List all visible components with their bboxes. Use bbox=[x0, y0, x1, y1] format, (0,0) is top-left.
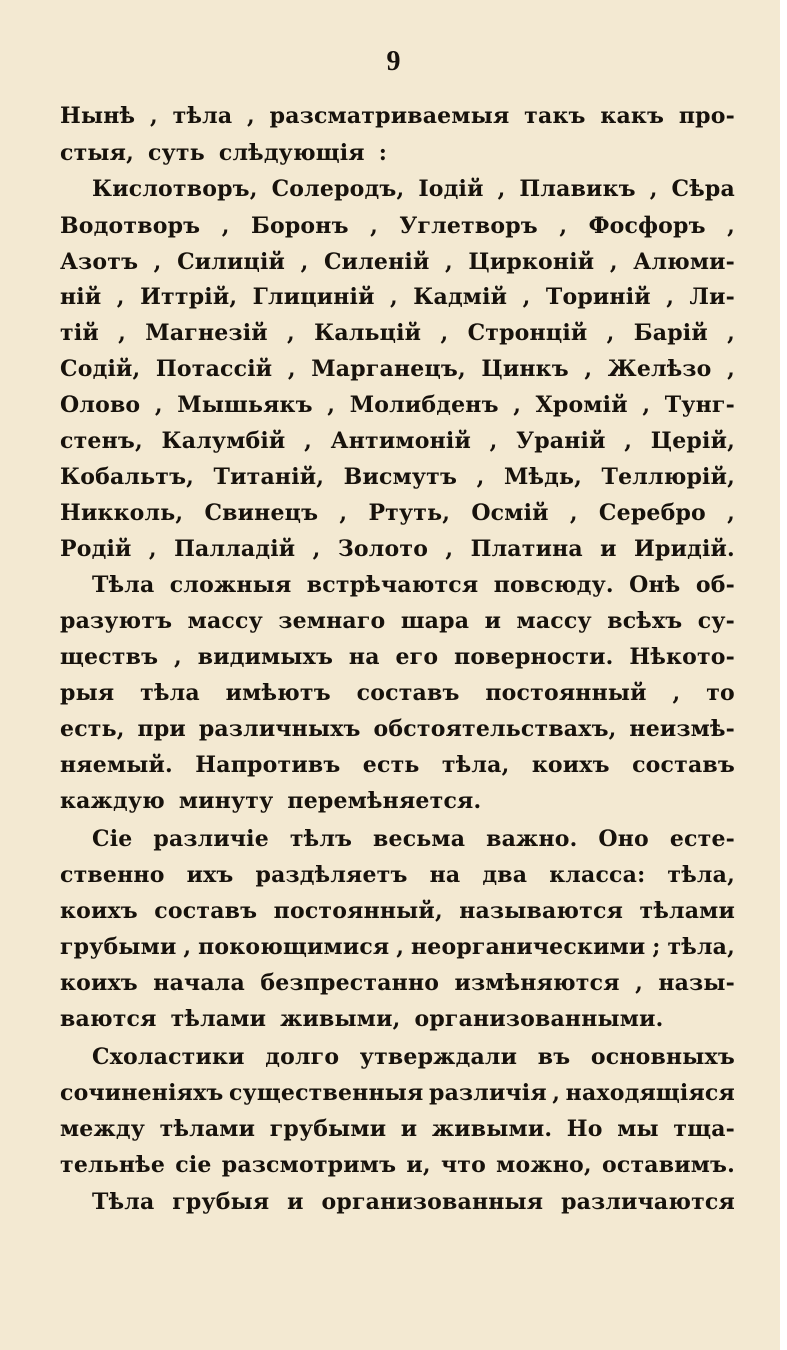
word: живыми. bbox=[431, 1116, 553, 1142]
word: , bbox=[609, 249, 618, 275]
text-line bbox=[60, 500, 735, 536]
word: стенъ, bbox=[60, 428, 143, 454]
word: разсматриваемыя bbox=[269, 103, 510, 129]
word: всѣхъ bbox=[607, 608, 683, 634]
word: постоянный, bbox=[273, 898, 443, 924]
text-line bbox=[60, 428, 735, 464]
word: различныхъ bbox=[198, 716, 361, 742]
text-line bbox=[60, 644, 735, 680]
word: массу bbox=[187, 608, 263, 634]
word: про- bbox=[678, 103, 735, 129]
text-line bbox=[60, 752, 735, 788]
word: Висмутъ bbox=[343, 464, 458, 490]
text-line bbox=[60, 608, 735, 644]
word: встрѣчаются bbox=[306, 572, 479, 598]
text-line bbox=[60, 464, 735, 500]
word: имѣютъ bbox=[225, 680, 331, 706]
word: его bbox=[395, 644, 439, 670]
text-line bbox=[92, 1189, 735, 1225]
word: Сѣра bbox=[671, 176, 735, 202]
word: что bbox=[440, 1152, 486, 1178]
text-line bbox=[60, 970, 735, 1006]
word: грубыми bbox=[60, 934, 177, 960]
word: коихъ bbox=[60, 898, 138, 924]
word: между bbox=[60, 1116, 146, 1142]
word: , bbox=[339, 500, 348, 526]
word: , bbox=[247, 103, 255, 129]
word: , bbox=[370, 213, 378, 239]
word: Цинкъ bbox=[481, 356, 569, 382]
word: повсюду. bbox=[493, 572, 614, 598]
word: Палладій bbox=[174, 536, 296, 562]
word: Тунг- bbox=[664, 392, 735, 418]
word: , bbox=[221, 213, 230, 239]
text-line bbox=[92, 176, 735, 212]
word: Потассій bbox=[155, 356, 273, 382]
word: Барій bbox=[633, 320, 708, 346]
word: Кобальтъ, bbox=[60, 464, 195, 490]
word: коихъ bbox=[531, 752, 610, 778]
word: , bbox=[727, 213, 735, 239]
word: Ториній bbox=[545, 284, 651, 310]
word: , bbox=[635, 970, 643, 996]
word: коихъ bbox=[60, 970, 138, 996]
word: Титаній, bbox=[213, 464, 325, 490]
word: , bbox=[727, 500, 735, 526]
word: , bbox=[153, 249, 162, 275]
word: сочиненіяхъ bbox=[60, 1080, 224, 1106]
word: шара bbox=[400, 608, 470, 634]
word: ихъ bbox=[186, 862, 234, 888]
word: Сіе bbox=[92, 826, 133, 852]
word: Оно bbox=[598, 826, 649, 852]
word: , bbox=[445, 536, 454, 562]
word: , bbox=[149, 103, 158, 129]
word: , bbox=[183, 934, 192, 960]
word: , bbox=[642, 392, 651, 418]
word: слѣдующія bbox=[218, 140, 365, 166]
word: грубыми bbox=[269, 1116, 387, 1142]
word: , bbox=[312, 536, 321, 562]
word: неорганическими bbox=[410, 934, 646, 960]
word: на bbox=[429, 862, 461, 888]
word: , bbox=[727, 320, 735, 346]
word: , bbox=[649, 176, 658, 202]
word: видимыхъ bbox=[197, 644, 334, 670]
word: и bbox=[484, 608, 502, 634]
page-edge bbox=[780, 0, 787, 1350]
word: Фосфоръ bbox=[588, 213, 706, 239]
text-line bbox=[60, 788, 735, 824]
word: Нѣкото- bbox=[629, 644, 735, 670]
word: Магнезій bbox=[145, 320, 268, 346]
word: обстоятельствахъ, bbox=[373, 716, 617, 742]
text-line bbox=[60, 898, 735, 934]
word: два bbox=[482, 862, 528, 888]
word: Олово bbox=[60, 392, 141, 418]
word: начала bbox=[153, 970, 245, 996]
word: тѣла, bbox=[667, 934, 735, 960]
word: раздѣляетъ bbox=[255, 862, 408, 888]
word: разсмотримъ bbox=[221, 1152, 397, 1178]
text-line bbox=[60, 140, 735, 176]
word: рыя bbox=[60, 680, 115, 706]
word: оставимъ. bbox=[601, 1152, 735, 1178]
word: Теллюрій, bbox=[601, 464, 735, 490]
text-line bbox=[60, 284, 735, 320]
text-line bbox=[60, 249, 735, 285]
word: составъ bbox=[154, 898, 258, 924]
word: важно. bbox=[486, 826, 578, 852]
word: различіе bbox=[153, 826, 269, 852]
text-line bbox=[60, 103, 735, 139]
word: ственно bbox=[60, 862, 165, 888]
page-number: 9 bbox=[386, 46, 401, 77]
word: тѣла, bbox=[667, 862, 735, 888]
word: мы bbox=[617, 1116, 659, 1142]
text-line bbox=[60, 1152, 735, 1188]
word: грубыя bbox=[172, 1189, 270, 1215]
word: тѣла bbox=[172, 103, 233, 129]
word: Марганецъ, bbox=[311, 356, 466, 382]
word: Солеродъ, bbox=[271, 176, 405, 202]
word: постоянный bbox=[485, 680, 647, 706]
word: ній bbox=[60, 284, 102, 310]
word: , bbox=[396, 934, 405, 960]
word: основныхъ bbox=[590, 1044, 735, 1070]
word: есть bbox=[362, 752, 420, 778]
word: няемый. bbox=[60, 752, 173, 778]
word: и, bbox=[406, 1152, 431, 1178]
word: ваются bbox=[60, 1006, 157, 1032]
word: Тѣла bbox=[92, 1189, 155, 1215]
text-line bbox=[60, 716, 735, 752]
word: есте- bbox=[669, 826, 735, 852]
word: Но bbox=[566, 1116, 603, 1142]
word: и bbox=[287, 1189, 304, 1215]
word: , bbox=[624, 428, 633, 454]
word: составъ bbox=[356, 680, 460, 706]
text-line bbox=[60, 356, 735, 392]
word: сложныя bbox=[169, 572, 292, 598]
word: Силицій bbox=[177, 249, 286, 275]
word: , bbox=[584, 356, 593, 382]
word: класса: bbox=[549, 862, 646, 888]
text-line bbox=[92, 826, 735, 862]
word: , bbox=[569, 500, 578, 526]
word: земнаго bbox=[278, 608, 386, 634]
text-line bbox=[60, 320, 735, 356]
word: Водотворъ bbox=[60, 213, 201, 239]
word: ; bbox=[652, 934, 661, 960]
word: тѣла bbox=[140, 680, 200, 706]
word: , bbox=[606, 320, 615, 346]
word: тій bbox=[60, 320, 99, 346]
word: суть bbox=[148, 140, 205, 166]
word: есть, bbox=[60, 716, 125, 742]
word: Кальцій bbox=[314, 320, 422, 346]
word: Плавикъ bbox=[519, 176, 636, 202]
word: минуту bbox=[178, 788, 274, 814]
word: , bbox=[118, 320, 127, 346]
word: живыми, bbox=[280, 1006, 401, 1032]
word: Цирконій bbox=[468, 249, 595, 275]
text-line bbox=[60, 536, 735, 572]
word: Калумбій bbox=[161, 428, 286, 454]
word: Желѣзо bbox=[607, 356, 712, 382]
word: организованными. bbox=[414, 1006, 664, 1032]
word: каждую bbox=[60, 788, 165, 814]
word: Углетворъ bbox=[399, 213, 538, 239]
word: и bbox=[600, 536, 617, 562]
word: Содій, bbox=[60, 356, 141, 382]
word: , bbox=[390, 284, 398, 310]
word: Напротивъ bbox=[195, 752, 341, 778]
word: , bbox=[287, 356, 296, 382]
word: массу bbox=[516, 608, 592, 634]
word: тѣлами bbox=[170, 1006, 267, 1032]
word: Хромій bbox=[535, 392, 628, 418]
word: Никколь, bbox=[60, 500, 184, 526]
word: , bbox=[440, 320, 449, 346]
word: Тѣла bbox=[92, 572, 155, 598]
word: , bbox=[497, 176, 506, 202]
word: Церій, bbox=[650, 428, 735, 454]
word: называются bbox=[459, 898, 624, 924]
word: составъ bbox=[632, 752, 735, 778]
word: , bbox=[672, 680, 681, 706]
text-line bbox=[60, 934, 735, 970]
word: стыя, bbox=[60, 140, 134, 166]
word: Кадмій bbox=[413, 284, 508, 310]
word: , bbox=[287, 320, 295, 346]
word: : bbox=[378, 140, 388, 166]
word: су- bbox=[697, 608, 735, 634]
word: измѣняются bbox=[454, 970, 620, 996]
word: находящіяся bbox=[565, 1080, 735, 1106]
text-line bbox=[60, 1080, 735, 1116]
word: , bbox=[116, 284, 125, 310]
word: тельнѣе bbox=[60, 1152, 166, 1178]
word: Онѣ bbox=[629, 572, 681, 598]
word: Нынѣ bbox=[60, 103, 136, 129]
word: Глициній bbox=[252, 284, 375, 310]
word: , bbox=[304, 428, 312, 454]
word: ществъ bbox=[60, 644, 159, 670]
word: весьма bbox=[373, 826, 466, 852]
word: организованныя bbox=[321, 1189, 544, 1215]
word: , bbox=[489, 428, 498, 454]
text-line bbox=[60, 1116, 735, 1152]
word: и bbox=[400, 1116, 418, 1142]
word: об- bbox=[695, 572, 735, 598]
word: тща- bbox=[673, 1116, 735, 1142]
word: Платина bbox=[470, 536, 583, 562]
word: безпрестанно bbox=[260, 970, 440, 996]
word: Ураній bbox=[516, 428, 606, 454]
word: Схоластики bbox=[92, 1044, 245, 1070]
word: Молибденъ bbox=[349, 392, 499, 418]
word: , bbox=[727, 356, 735, 382]
word: , bbox=[327, 392, 336, 418]
word: разуютъ bbox=[60, 608, 173, 634]
word: поверности. bbox=[454, 644, 614, 670]
word: тѣлами bbox=[159, 1116, 256, 1142]
word: можно, bbox=[496, 1152, 592, 1178]
word: неизмѣ- bbox=[629, 716, 735, 742]
word: то bbox=[706, 680, 735, 706]
word: , bbox=[476, 464, 485, 490]
text-line bbox=[60, 680, 735, 716]
word: Ли- bbox=[689, 284, 735, 310]
text-line bbox=[60, 392, 735, 428]
word: утверждали bbox=[359, 1044, 518, 1070]
word: Ртуть, bbox=[368, 500, 451, 526]
word: на bbox=[348, 644, 380, 670]
word: покоющимися bbox=[198, 934, 390, 960]
word: тѣлъ bbox=[289, 826, 353, 852]
word: , bbox=[559, 213, 568, 239]
word: существенныя bbox=[228, 1080, 424, 1106]
word: , bbox=[174, 644, 182, 670]
word: назы- bbox=[658, 970, 735, 996]
word: , bbox=[552, 1080, 561, 1106]
word: Антимоній bbox=[330, 428, 471, 454]
text-line bbox=[60, 862, 735, 898]
word: различаются bbox=[561, 1189, 735, 1215]
text-line bbox=[60, 1006, 735, 1042]
word: , bbox=[148, 536, 157, 562]
word: Алюми- bbox=[633, 249, 735, 275]
word: Стронцій bbox=[467, 320, 588, 346]
word: тѣла, bbox=[441, 752, 510, 778]
word: Осмій bbox=[471, 500, 549, 526]
word: какъ bbox=[600, 103, 665, 129]
word: въ bbox=[537, 1044, 571, 1070]
word: при bbox=[137, 716, 186, 742]
word: Золото bbox=[337, 536, 429, 562]
word: , bbox=[445, 249, 453, 275]
word: такъ bbox=[524, 103, 586, 129]
word: , bbox=[154, 392, 163, 418]
word: Серебро bbox=[598, 500, 706, 526]
word: Мышьякъ bbox=[177, 392, 313, 418]
word: долго bbox=[265, 1044, 340, 1070]
word: , bbox=[522, 284, 531, 310]
word: , bbox=[513, 392, 522, 418]
word: Свинецъ bbox=[204, 500, 319, 526]
word: перемѣняется. bbox=[287, 788, 482, 814]
word: тѣлами bbox=[639, 898, 735, 924]
word: Иридій. bbox=[634, 536, 735, 562]
word: различія bbox=[428, 1080, 547, 1106]
word: Іодій bbox=[418, 176, 484, 202]
word: Азотъ bbox=[60, 249, 139, 275]
word: Мѣдь, bbox=[503, 464, 583, 490]
word: Родій bbox=[60, 536, 132, 562]
word: сіе bbox=[175, 1152, 212, 1178]
word: , bbox=[666, 284, 675, 310]
word: , bbox=[300, 249, 309, 275]
word: Боронъ bbox=[250, 213, 349, 239]
text-line bbox=[60, 213, 735, 249]
text-line bbox=[92, 1044, 735, 1080]
text-line bbox=[92, 572, 735, 608]
word: Кислотворъ, bbox=[92, 176, 258, 202]
word: Силеній bbox=[323, 249, 430, 275]
word: Иттрій, bbox=[140, 284, 238, 310]
